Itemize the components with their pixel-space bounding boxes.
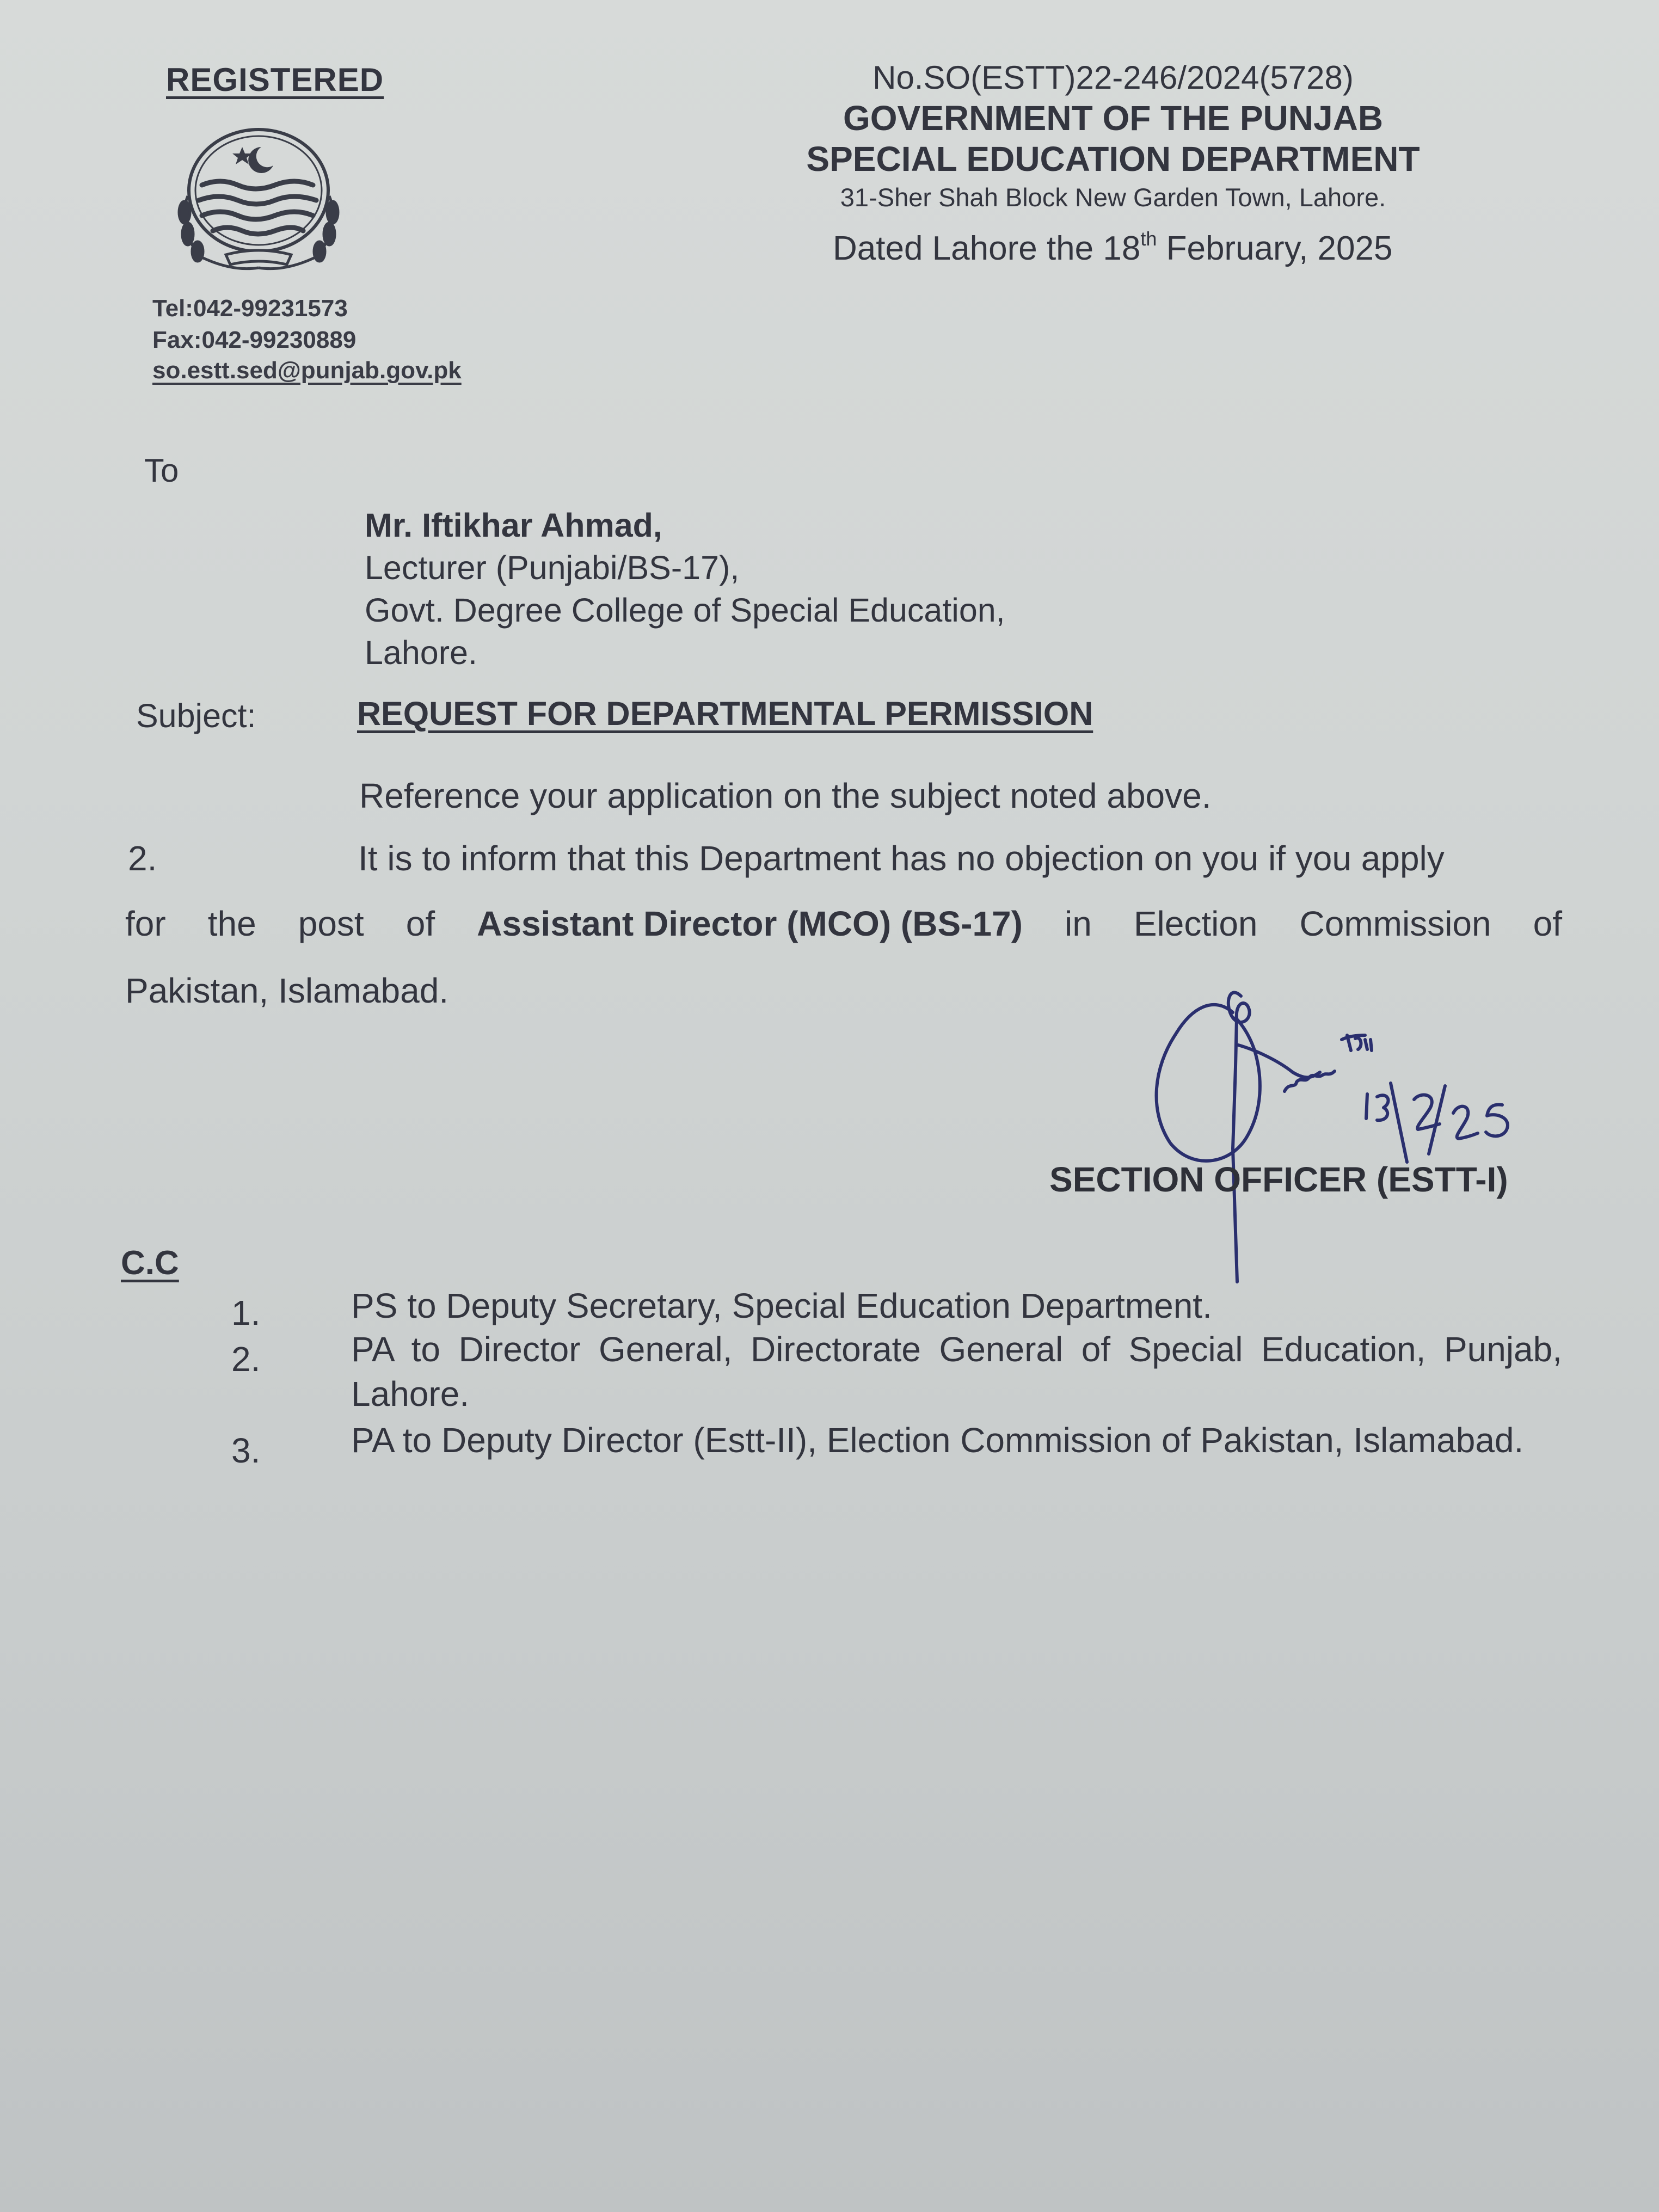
fax-number: Fax:042-99230889 — [152, 327, 357, 353]
department-address: 31-Sher Shah Block New Garden Town, Lahore. — [840, 183, 1386, 212]
letter-date — [833, 228, 1392, 268]
addressee-city: Lahore. — [365, 634, 477, 671]
reference-number: No.SO(ESTT)22-246/2024(5728) — [872, 59, 1354, 96]
cc-item-text: PA to Deputy Director (Estt-II), Election Commission of Pakistan, Islamabad. — [351, 1421, 1524, 1460]
word: Election — [1133, 904, 1258, 943]
telephone-number: Tel:042-99231573 — [152, 295, 348, 322]
punjab-government-emblem-icon — [166, 125, 373, 283]
paragraph-2-number: 2. — [128, 839, 157, 878]
government-title: GOVERNMENT OF THE PUNJAB — [843, 99, 1384, 138]
body-paragraph-2-line-2 — [125, 904, 1562, 944]
word: of — [1533, 904, 1562, 943]
addressee-designation: Lecturer (Punjabi/BS-17), — [365, 549, 740, 586]
addressee-name: Mr. Iftikhar Ahmad, — [365, 507, 662, 544]
department-title: SPECIAL EDUCATION DEPARTMENT — [806, 139, 1420, 179]
word: Commission — [1299, 904, 1491, 943]
letter-date-prefix: Dated Lahore the 18 — [833, 230, 1141, 267]
addressee-institution: Govt. Degree College of Special Education, — [365, 592, 1005, 629]
signatory-title: SECTION OFFICER (ESTT-I) — [1049, 1160, 1508, 1199]
cc-label: C.C — [121, 1244, 179, 1282]
subject-label: Subject: — [136, 697, 256, 734]
email-address[interactable]: so.estt.sed@punjab.gov.pk — [152, 357, 462, 384]
body-paragraph-1: Reference your application on the subject noted above. — [359, 776, 1212, 815]
cc-item-number: 1. — [231, 1293, 261, 1332]
word: post — [298, 904, 364, 943]
cc-item-number: 2. — [231, 1340, 261, 1379]
body-paragraph-2-line-1: It is to inform that this Department has no objection on you if you apply — [358, 839, 1445, 878]
word: of — [405, 904, 435, 943]
cc-item-text: PA to Director General, Directorate General of Special Education, Punjab, Lahore. — [351, 1330, 1562, 1414]
letter-date-suffix: February, 2025 — [1157, 230, 1393, 267]
cc-item-text: PS to Deputy Secretary, Special Education Department. — [351, 1286, 1212, 1325]
to-label: To — [144, 452, 179, 489]
word: the — [207, 904, 256, 943]
word: for — [125, 904, 166, 943]
handwritten-signature — [1132, 985, 1557, 1290]
body-paragraph-2-line-3: Pakistan, Islamabad. — [125, 971, 449, 1010]
word: in — [1064, 904, 1092, 943]
cc-item-number: 3. — [231, 1431, 261, 1470]
subject-text: REQUEST FOR DEPARTMENTAL PERMISSION — [357, 695, 1093, 732]
registered-label: REGISTERED — [166, 62, 384, 98]
letter-date-ordinal: th — [1140, 228, 1157, 250]
post-title: Assistant Director (MCO) (BS-17) — [477, 904, 1023, 943]
